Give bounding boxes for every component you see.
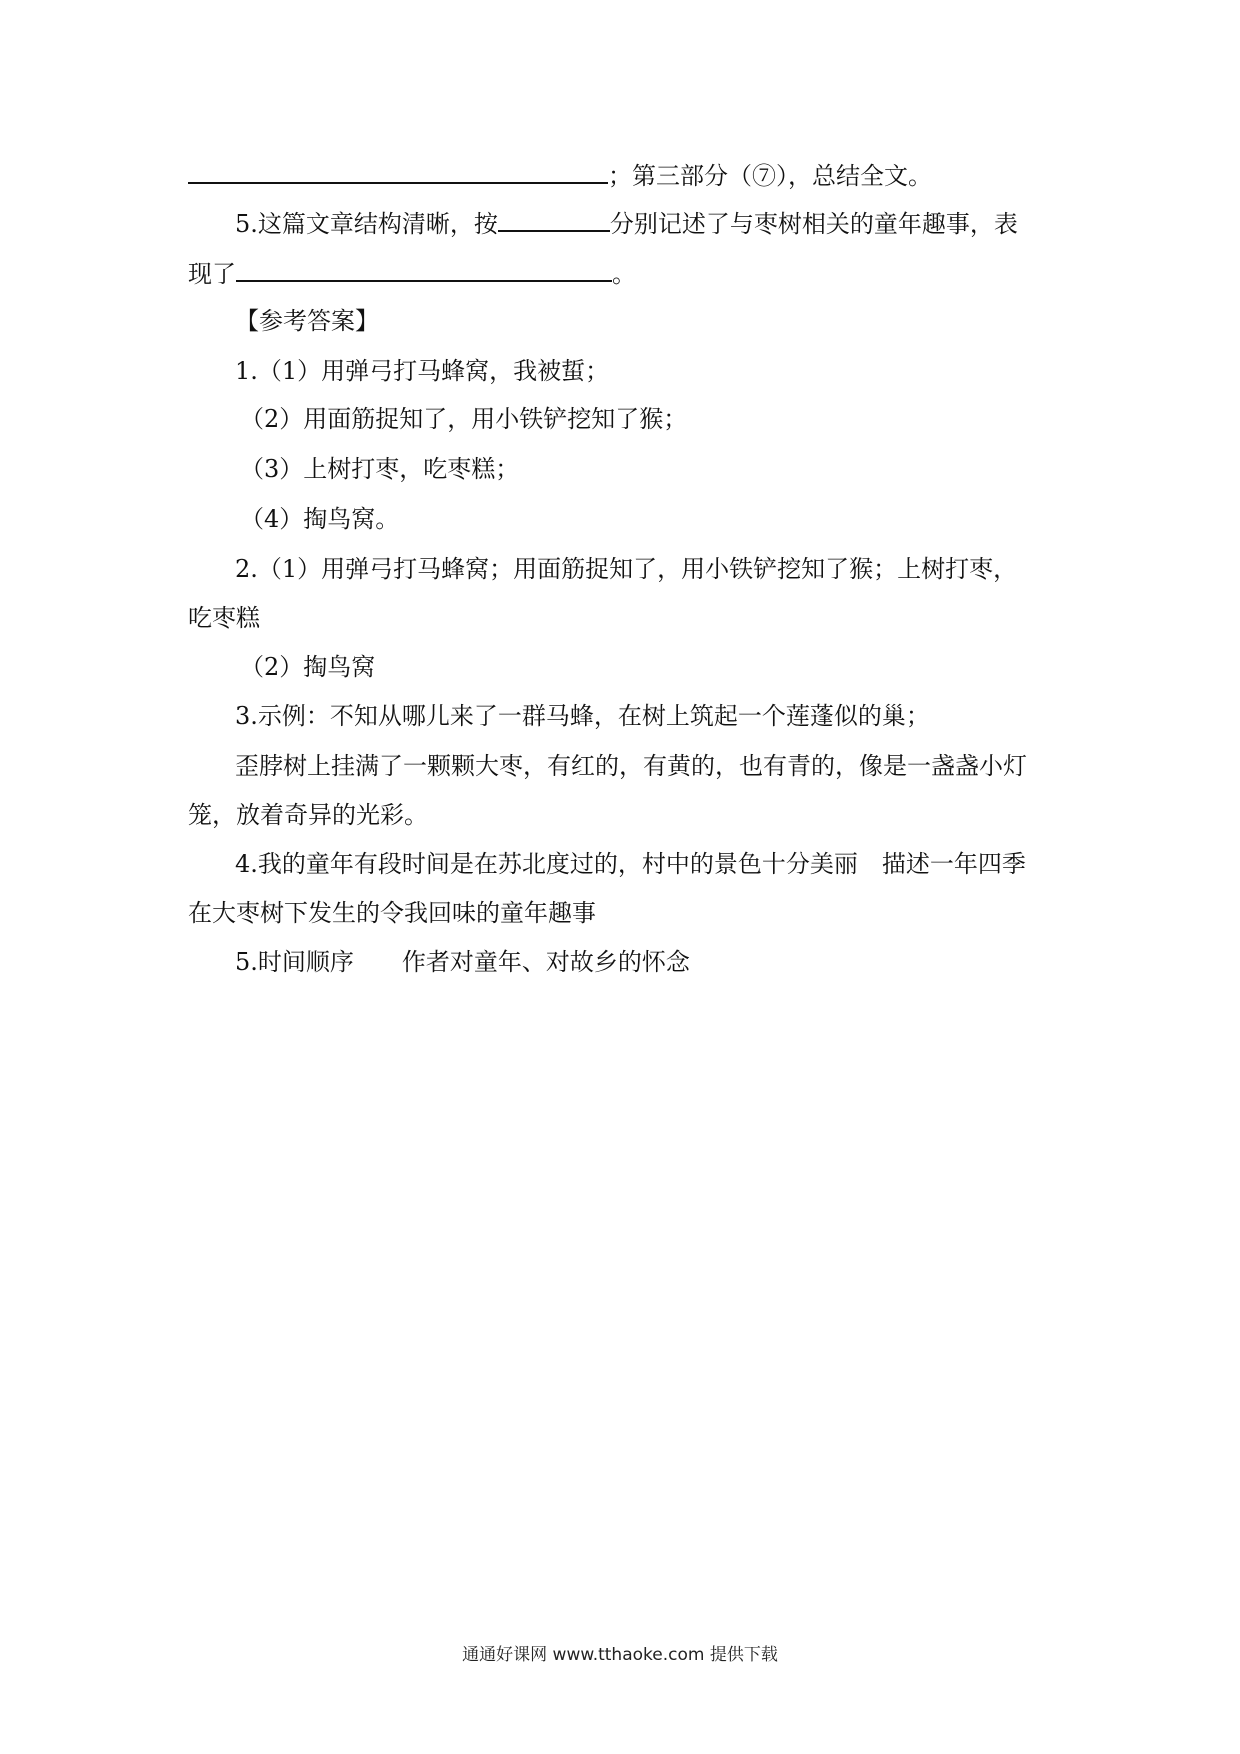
- answer-4-line-1: 4.我的童年有段时间是在苏北度过的，村中的景色十分美丽 描述一年四季: [235, 850, 1026, 878]
- question-4-ending-text: ；第三部分（⑦），总结全文。: [608, 162, 932, 190]
- question-5-text-b: 分别记述了与枣树相关的童年趣事，表: [609, 210, 1018, 238]
- page-footer: 通通好课网 www.tthaoke.com 提供下载: [462, 1645, 778, 1665]
- answer-3-line-3: 笼，放着奇异的光彩。: [188, 801, 428, 829]
- answer-1-item-1: 1.（1）用弹弓打马蜂窝，我被蜇；: [235, 357, 610, 385]
- question-5-line-2: [188, 258, 636, 289]
- question-5-text-a: 5.这篇文章结构清晰，按: [235, 210, 498, 238]
- question-5-text-c: 现了: [188, 260, 236, 288]
- question-5-line-1: [235, 208, 1018, 239]
- answer-4-line-2: 在大枣树下发生的令我回味的童年趣事: [188, 899, 596, 927]
- answer-2-line-3: （2）掏鸟窝: [240, 653, 376, 681]
- answer-blank: [236, 258, 612, 282]
- answer-2-line-1: 2.（1）用弹弓打马蜂窝；用面筋捉知了，用小铁铲挖知了猴；上树打枣，: [235, 555, 1018, 583]
- answer-3-line-1: 3.示例：不知从哪儿来了一群马蜂，在树上筑起一个莲蓬似的巢；: [235, 702, 930, 730]
- question-4-continuation: [188, 160, 932, 191]
- answer-3-line-2: 歪脖树上挂满了一颗颗大枣，有红的，有黄的，也有青的，像是一盏盏小灯: [235, 752, 1027, 780]
- answer-2-line-2: 吃枣糕: [188, 604, 260, 632]
- answer-1-item-2: （2）用面筋捉知了，用小铁铲挖知了猴；: [240, 405, 688, 433]
- answer-1-item-4: （4）掏鸟窝。: [240, 505, 400, 533]
- question-5-text-d: 。: [612, 260, 636, 288]
- answer-blank: [188, 160, 608, 184]
- answers-heading: 【参考答案】: [235, 307, 379, 335]
- answer-1-item-3: （3）上树打枣，吃枣糕；: [240, 455, 520, 483]
- answer-5: 5.时间顺序 作者对童年、对故乡的怀念: [235, 948, 690, 976]
- answer-blank: [498, 208, 610, 232]
